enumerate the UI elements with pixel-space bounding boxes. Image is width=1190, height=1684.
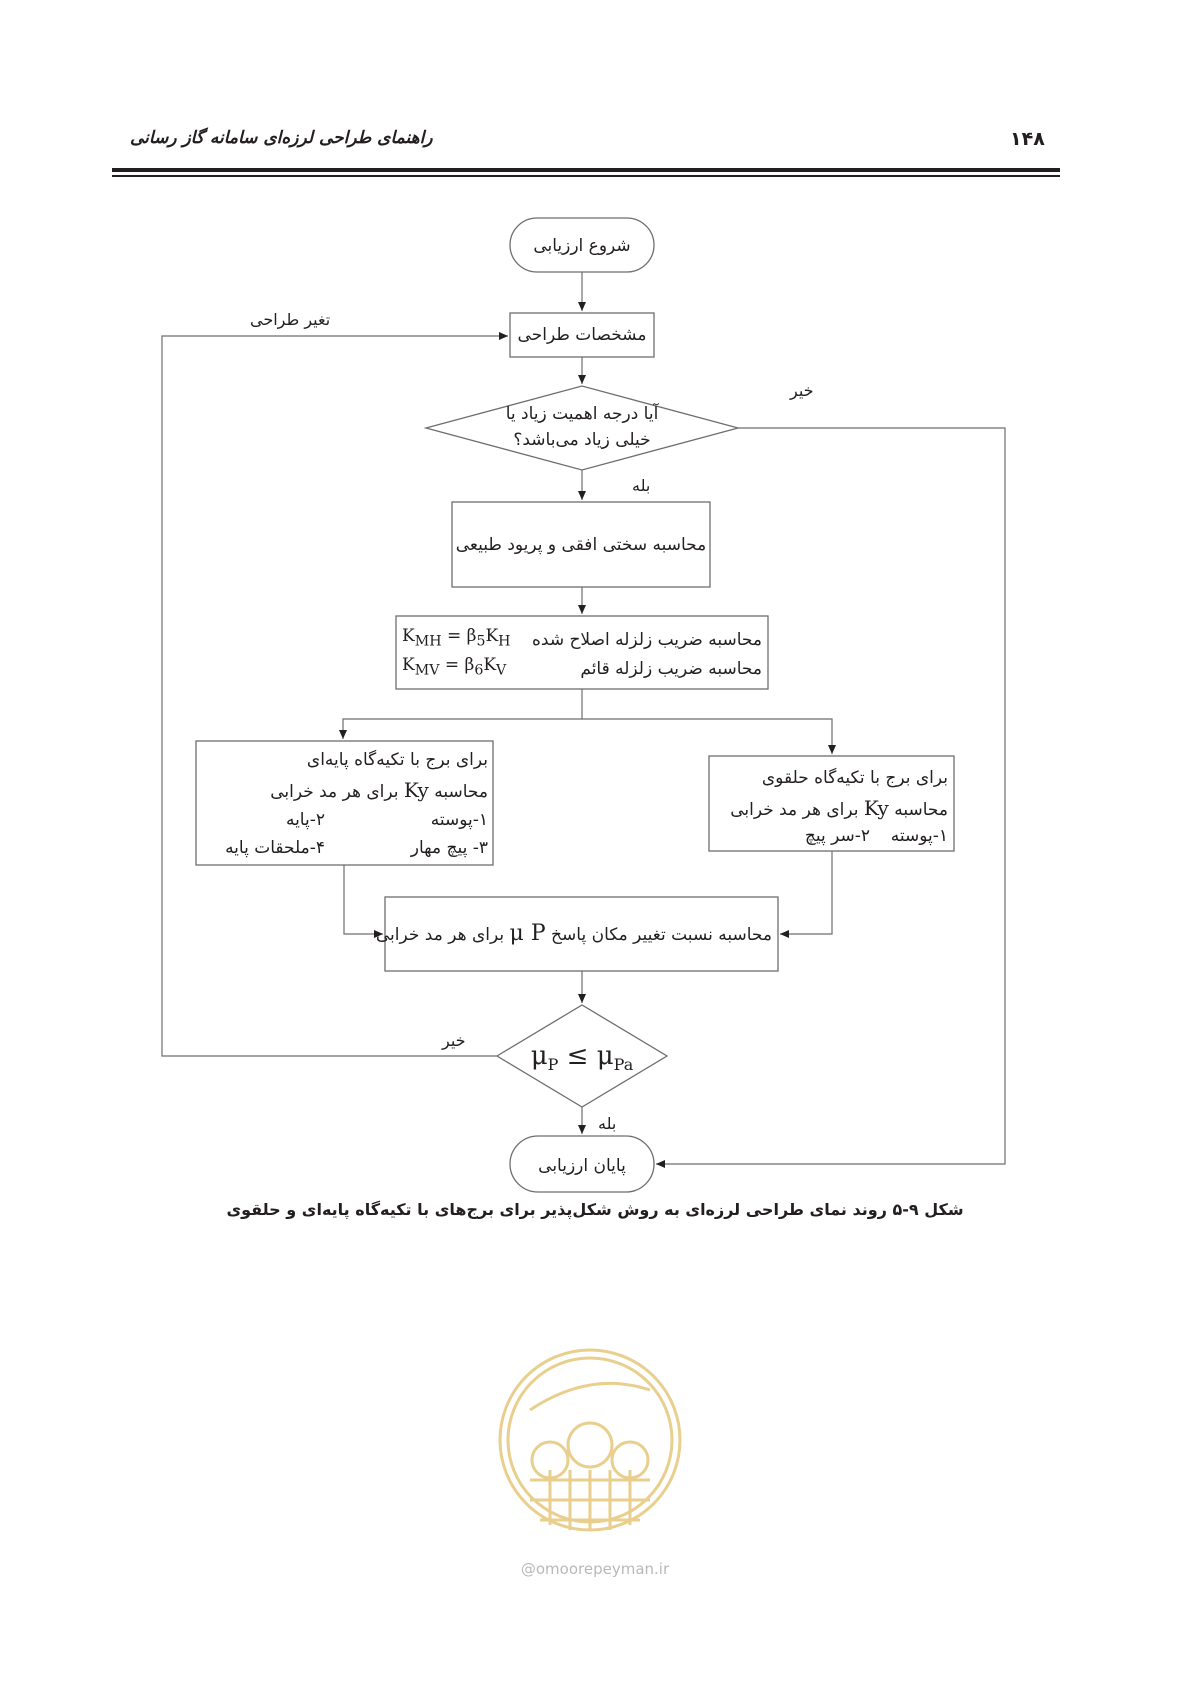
- ring-line1: برای برج با تکیه‌گاه حلقوی: [761, 768, 948, 788]
- no-label-top: خیر: [790, 381, 814, 400]
- pedestal-item3: ۳- پیچ مهار: [410, 838, 488, 858]
- ratio-a: محاسبه نسبت تغییر مکان پاسخ: [551, 925, 772, 945]
- start-label: شروع ارزیابی: [533, 236, 631, 256]
- stiffness-label: محاسبه سختی افقی و پریود طبیعی: [455, 535, 707, 555]
- ring-item1: ۱-پوسته: [890, 826, 948, 846]
- running-header-title: راهنمای طراحی لرزه‌ای سامانه گاز رسانی: [130, 128, 433, 148]
- watermark-seal: [490, 1330, 690, 1550]
- pedestal-item2: ۲-پایه: [285, 810, 325, 830]
- figure-caption: شکل ۹-۵ روند نمای طراحی لرزه‌ای به روش شکل‌پذیر برای برج‌های با تکیه‌گاه پایه‌ای و حلقوی: [226, 1200, 964, 1219]
- ring-line2-a: محاسبه: [894, 800, 948, 820]
- coef-v-text: محاسبه ضریب زلزله قائم: [580, 659, 762, 679]
- watermark-url: @omoorepeyman.ir: [520, 1560, 670, 1578]
- ring-line2: [715, 796, 948, 821]
- importance-decision: [426, 386, 738, 470]
- arrow-right-to-ratio: [780, 851, 832, 934]
- pedestal-line2: [210, 778, 488, 803]
- yes-label-bottom: بله: [598, 1114, 617, 1133]
- coef-v-formula: $K_{MV} = \beta_6K_V$: [402, 655, 507, 679]
- decision1-line2: خیلی زیاد می‌باشد؟: [513, 430, 651, 450]
- ring-line2-b: برای هر مد خرابی: [730, 800, 859, 820]
- pedestal-line2-a: محاسبه: [434, 782, 488, 802]
- specs-label: مشخصات طراحی: [517, 325, 647, 345]
- ring-ky: Ky: [863, 796, 889, 820]
- loop-no-back-to-specs: [162, 336, 508, 1056]
- change-design-label: تغیر طراحی: [250, 310, 331, 329]
- end-label: پایان ارزیابی: [538, 1156, 626, 1176]
- ratio-mu: μ P: [509, 921, 546, 946]
- pedestal-ky: Ky: [403, 778, 429, 802]
- page-number: ۱۴۸: [1010, 128, 1045, 150]
- ratio-b: برای هر مد خرابی: [375, 925, 505, 945]
- split-line: [343, 689, 582, 739]
- pedestal-item4: ۴-ملحقات پایه: [225, 838, 325, 858]
- coef-h-text: محاسبه ضریب زلزله اصلاح شده: [531, 630, 762, 650]
- split-line-right: [582, 719, 832, 754]
- pedestal-line1: برای برج با تکیه‌گاه پایه‌ای: [306, 750, 488, 770]
- ring-item2: ۲-سر پیچ: [804, 826, 870, 846]
- yes-label-top: بله: [632, 476, 651, 495]
- pedestal-line2-b: برای هر مد خرابی: [270, 782, 399, 802]
- ratio-label: [375, 920, 772, 948]
- coef-h-formula: $K_{MH} = \beta_5K_H$: [402, 626, 511, 650]
- decision1-line1: آیا درجه اهمیت زیاد یا: [505, 404, 659, 424]
- pedestal-item1: ۱-پوسته: [430, 810, 488, 830]
- decision2-formula: $\mu_P \le \mu_{Pa}$: [530, 1041, 634, 1075]
- no-label-bottom: خیر: [442, 1031, 466, 1050]
